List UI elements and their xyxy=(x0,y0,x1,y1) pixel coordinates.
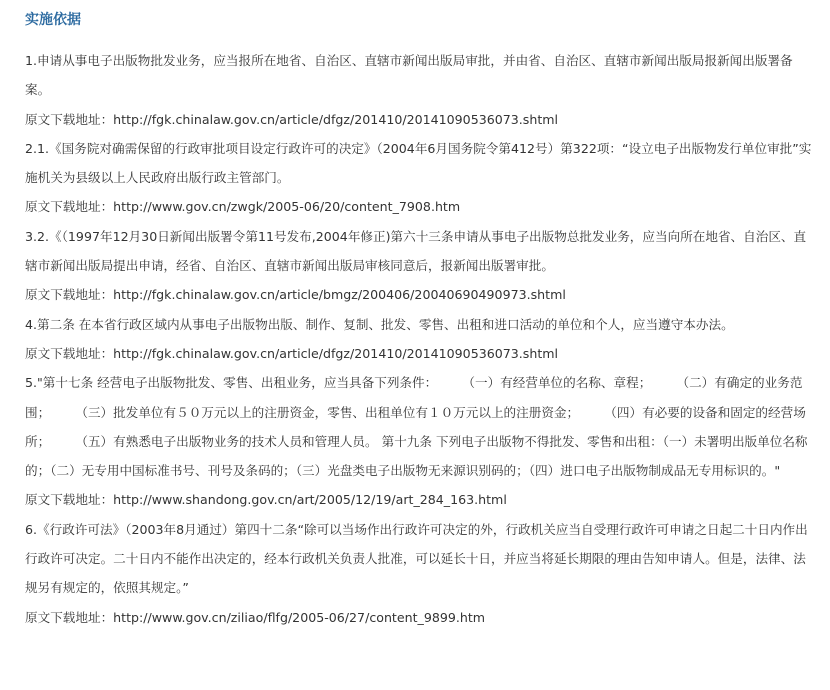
source-line xyxy=(25,105,812,134)
source-line xyxy=(25,192,812,221)
basis-item-5 xyxy=(25,368,812,514)
basis-item-2 xyxy=(25,134,812,222)
basis-item-3 xyxy=(25,222,812,310)
basis-list xyxy=(25,46,812,632)
basis-text: 1.申请从事电子出版物批发业务，应当报所在地省、自治区、直辖市新闻出版局审批，并由省、自治区、直辖市新闻出版局报新闻出版署备案。 xyxy=(25,53,793,98)
source-label: 原文下载地址： xyxy=(25,287,114,303)
source-link[interactable]: http://fgk.chinalaw.gov.cn/article/dfgz/201410/20141090536073.shtml xyxy=(113,111,559,127)
source-link[interactable]: http://www.shandong.gov.cn/art/2005/12/19/art_284_163.html xyxy=(113,492,507,508)
source-line xyxy=(25,603,812,632)
source-link[interactable]: http://www.gov.cn/ziliao/flfg/2005-06/27/content_9899.htm xyxy=(113,609,486,625)
basis-text: 6.《行政许可法》（2003年8月通过）第四十二条“除可以当场作出行政许可决定的外，行政机关应当自受理行政许可申请之日起二十日内作出行政许可决定。二十日内不能作出决定的，经本行政机关负责人批准，可以延长十日，并应当将延长期限的理由告知申请人。但是，法律、法规另有规定的，依照其规定。” xyxy=(25,521,808,596)
basis-item-1 xyxy=(25,46,812,134)
basis-item-6 xyxy=(25,515,812,632)
source-line xyxy=(25,485,812,514)
basis-text: 3.2.《（1997年12月30日新闻出版署令第11号发布,2004年修正)第六十三条申请从事电子出版物总批发业务，应当向所在地省、自治区、直辖市新闻出版局提出申请，经省、自治区、直辖市新闻出版局审核同意后，报新闻出版署审批。 xyxy=(25,228,807,274)
basis-text: 5."第十七条 经营电子出版物批发、零售、出租业务，应当具备下列条件： （一）有经营单位的名称、章程； （二）有确定的业务范围； （三）批发单位有５０万元以上的注册资金，零售、出租单位有１０万元以上的注册资金； （四）有必要的设备和固定的经营场所； （五）有熟悉电子出版物业务的技术人员和管理人员。 第十九条 下列电子出版物不得批发、零售和出租：（一）未署明出版单位名称的；（二）无专用中国标准书号、刊号及条码的；（三）光盘类电子出版物无来源识别码的；（四）进口电子出版物制成品无专用标识的。" xyxy=(25,375,808,479)
basis-text: 4.第二条 在本省行政区域内从事电子出版物出版、制作、复制、批发、零售、出租和进口活动的单位和个人，应当遵守本办法。 xyxy=(25,316,734,332)
source-link[interactable]: http://fgk.chinalaw.gov.cn/article/dfgz/201410/20141090536073.shtml xyxy=(113,345,559,361)
basis-text: 2.1.《国务院对确需保留的行政审批项目设定行政许可的决定》（2004年6月国务院令第412号）第322项：“设立电子出版物发行单位审批”实施机关为县级以上人民政府出版行政主管部门。 xyxy=(25,140,812,186)
section-title: 实施依据 xyxy=(25,12,81,28)
source-label: 原文下载地址： xyxy=(25,492,114,508)
source-label: 原文下载地址： xyxy=(25,345,114,361)
source-link[interactable]: http://fgk.chinalaw.gov.cn/article/bmgz/200406/20040690490973.shtml xyxy=(113,287,566,303)
source-line xyxy=(25,280,812,309)
basis-item-4 xyxy=(25,310,812,369)
source-label: 原文下载地址： xyxy=(25,111,114,127)
source-line xyxy=(25,339,812,368)
source-label: 原文下载地址： xyxy=(25,609,114,625)
source-link[interactable]: http://www.gov.cn/zwgk/2005-06/20/content_7908.htm xyxy=(113,199,461,215)
source-label: 原文下载地址： xyxy=(25,199,114,215)
